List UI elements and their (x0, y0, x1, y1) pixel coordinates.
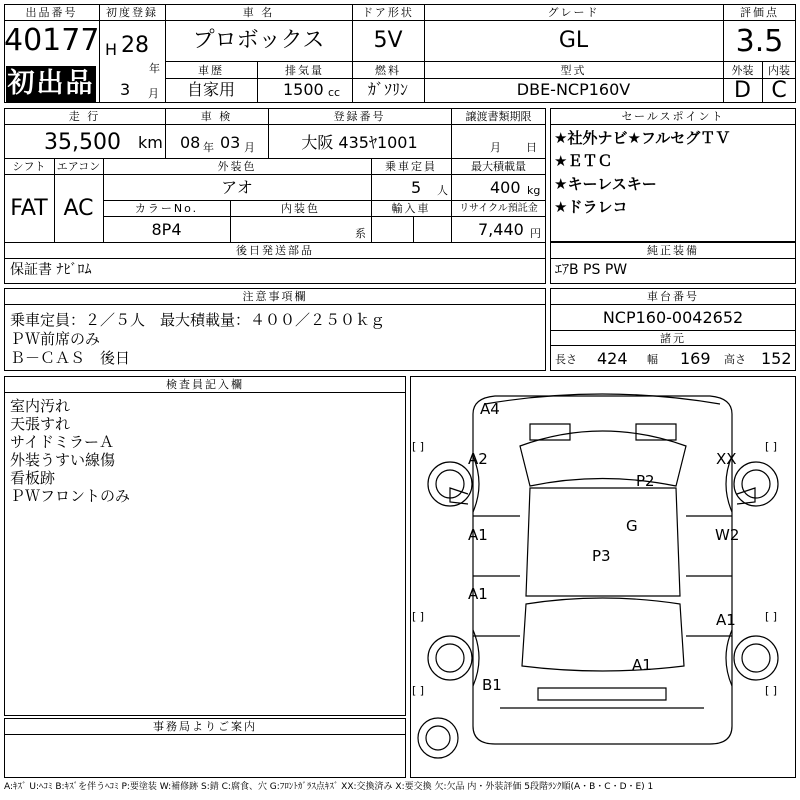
car-name: プロボックス (192, 28, 325, 53)
kg-unit: kg (527, 184, 541, 197)
month-unit: 月 (148, 87, 159, 100)
deadline-month-unit: 月 (490, 141, 501, 154)
chassis-label: 車台番号 (647, 290, 699, 303)
spec-label: 諸元 (660, 332, 686, 345)
registration-month: 3 (120, 80, 131, 99)
door-type: 5V (373, 28, 403, 53)
bracket-left: [ ] (412, 440, 425, 453)
capacity-unit: 人 (437, 184, 448, 197)
inspection-label: 車 検 (200, 110, 233, 123)
color-number-value: 8P4 (151, 220, 182, 239)
max-load-label: 最大積載量 (471, 160, 526, 173)
grade-value: GL (558, 28, 589, 53)
sales-point-item: ★社外ナビ★フルセグＴＶ (554, 129, 731, 147)
interior-label: 内装 (768, 64, 790, 77)
exterior-color-value: アオ (221, 178, 253, 197)
mirror-right (737, 488, 755, 504)
bracket-right: [ ] (765, 610, 778, 623)
inspector-label: 検査員記入欄 (166, 378, 244, 391)
mileage-value: 35,500 (44, 130, 121, 155)
inspector-line: 室内汚れ (10, 397, 71, 415)
fuel-label: 燃料 (375, 64, 401, 77)
ac-value: AC (63, 196, 94, 221)
history-value: 自家用 (186, 80, 235, 99)
recycle-value: 7,440 (478, 220, 524, 239)
notes-line: 乗車定員：２／５人 最大積載量：４００／２５０ｋｇ (10, 311, 386, 329)
car-name-label: 車 名 (242, 6, 275, 19)
spare-wheel (418, 718, 458, 758)
cc-unit: cc (328, 86, 341, 99)
deadline-label: 譲渡書類期限 (465, 110, 532, 123)
damage-mark-p2: P2 (636, 472, 655, 490)
lot-number-label: 出品番号 (25, 6, 78, 19)
length-value: 424 (597, 349, 628, 368)
model-label: 型式 (560, 64, 587, 77)
exterior-label: 外装 (731, 64, 754, 77)
sales-point-item: ★ＥＴＣ (554, 152, 613, 170)
roof (526, 488, 680, 596)
deadline-day-unit: 日 (526, 141, 537, 154)
interior-color-label: 内装色 (281, 202, 320, 215)
bracket-left: [ ] (412, 610, 425, 623)
later-parts-value: 保証書 ﾅﾋﾞﾛﾑ (10, 262, 92, 278)
exterior-color-label: 外装色 (217, 160, 257, 173)
lot-number: 40177 (4, 23, 100, 58)
length-label: 長さ (555, 353, 577, 366)
displacement-value: 1500 (283, 80, 324, 99)
office-label: 事務局よりご案内 (153, 720, 257, 733)
score-label: 評価点 (740, 6, 779, 19)
car-body-outline (473, 396, 732, 744)
damage-mark-b1: B1 (482, 676, 502, 694)
bracket-right: [ ] (765, 684, 778, 697)
inspector-line: ＰＷフロントのみ (10, 487, 131, 505)
notes-line: Ｂ－ＣＡＳ 後日 (10, 349, 131, 367)
damage-mark-a4: A4 (480, 400, 500, 418)
damage-mark-g: G (626, 517, 638, 535)
ac-label: エアコン (56, 160, 101, 173)
width-label: 幅 (647, 353, 658, 366)
capacity-label: 乗車定員 (385, 160, 437, 173)
damage-mark-a1: A1 (632, 656, 652, 674)
mirror-left (450, 488, 468, 504)
inspector-line: サイドミラーＡ (10, 433, 114, 451)
equipment-label: 純正装備 (647, 244, 699, 257)
wheel-rear-left (428, 636, 472, 680)
sales-points-label: セールスポイント (621, 110, 725, 123)
capacity-value: 5 (411, 178, 422, 197)
sales-point-item: ★キーレスキー (554, 175, 657, 193)
year-unit: 年 (149, 62, 160, 75)
inspection-month-unit: 月 (244, 141, 255, 154)
shift-value: FAT (10, 196, 48, 221)
windshield (520, 431, 686, 486)
first-listing-badge: 初出品 (6, 66, 96, 102)
width-value: 169 (680, 349, 711, 368)
inspection-year: 08 (180, 133, 201, 152)
fuel-value: ｶﾞｿﾘﾝ (367, 80, 408, 99)
wheel-rear-right (734, 636, 778, 680)
equipment-value: ｴｱB PS PW (555, 262, 628, 278)
shift-label: シフト (12, 160, 46, 173)
damage-mark-p3: P3 (592, 547, 611, 565)
first-registration-label: 初度登録 (106, 6, 158, 19)
plate-label: 登録番号 (333, 110, 386, 123)
damage-mark-a1: A1 (468, 526, 488, 544)
inspector-line: 天張すれ (10, 415, 71, 433)
plate-value: 大阪 435ﾔ1001 (301, 133, 418, 152)
max-load-value: 400 (490, 178, 521, 197)
inspection-month: 03 (220, 133, 241, 152)
displacement-label: 排気量 (285, 64, 324, 77)
legend-text: A:ｷｽﾞ U:ﾍｺﾐ B:ｷｽﾞを伴うﾍｺﾐ P:要塗装 W:補修跡 S:錆 C:腐食、穴 G:ﾌﾛﾝﾄｶﾞﾗｽ点ｷｽﾞ XX:交換済み X:要交換 欠:欠品 内・外装評価 5段階ﾗﾝｸ順(A・B・C・D・E) 1 (4, 782, 654, 792)
damage-mark-w2: W2 (715, 526, 740, 544)
km-unit: km (138, 133, 163, 152)
interior-color-unit: 系 (355, 227, 366, 240)
later-parts-label: 後日発送部品 (236, 244, 314, 257)
inspector-line: 外装うすい線傷 (10, 451, 116, 469)
door-type-label: ドア形状 (362, 6, 414, 19)
damage-mark-a1: A1 (468, 585, 488, 603)
era-letter: H (105, 40, 118, 59)
damage-mark-xx: XX (716, 450, 737, 468)
notes-label: 注意事項欄 (242, 290, 308, 303)
interior-grade: C (771, 78, 787, 103)
rear-window (522, 598, 684, 671)
exterior-grade: D (734, 78, 751, 103)
color-number-label: カラーNo. (134, 202, 199, 215)
bracket-right: [ ] (765, 440, 778, 453)
recycle-label: リサイクル預託金 (459, 203, 538, 214)
chassis-value: NCP160-0042652 (602, 308, 744, 327)
yen-unit: 円 (530, 227, 541, 240)
inspection-year-unit: 年 (203, 141, 214, 154)
wheel-front-right (734, 462, 778, 506)
mileage-label: 走 行 (68, 110, 101, 123)
bracket-left: [ ] (412, 684, 425, 697)
height-value: 152 (761, 349, 792, 368)
import-label: 輸入車 (391, 202, 431, 215)
score-value: 3.5 (735, 24, 784, 59)
sales-point-item: ★ドラレコ (554, 198, 628, 216)
car-diagram (410, 376, 796, 778)
damage-mark-a1: A1 (716, 611, 736, 629)
notes-line: ＰＷ前席のみ (10, 330, 101, 348)
registration-year: 28 (121, 33, 149, 58)
model-value: DBE-NCP160V (516, 80, 631, 99)
damage-mark-a2: A2 (468, 450, 488, 468)
grade-label: グレード (547, 6, 600, 19)
height-label: 高さ (724, 353, 746, 366)
inspector-line: 看板跡 (10, 469, 56, 487)
history-label: 車歴 (198, 64, 224, 77)
